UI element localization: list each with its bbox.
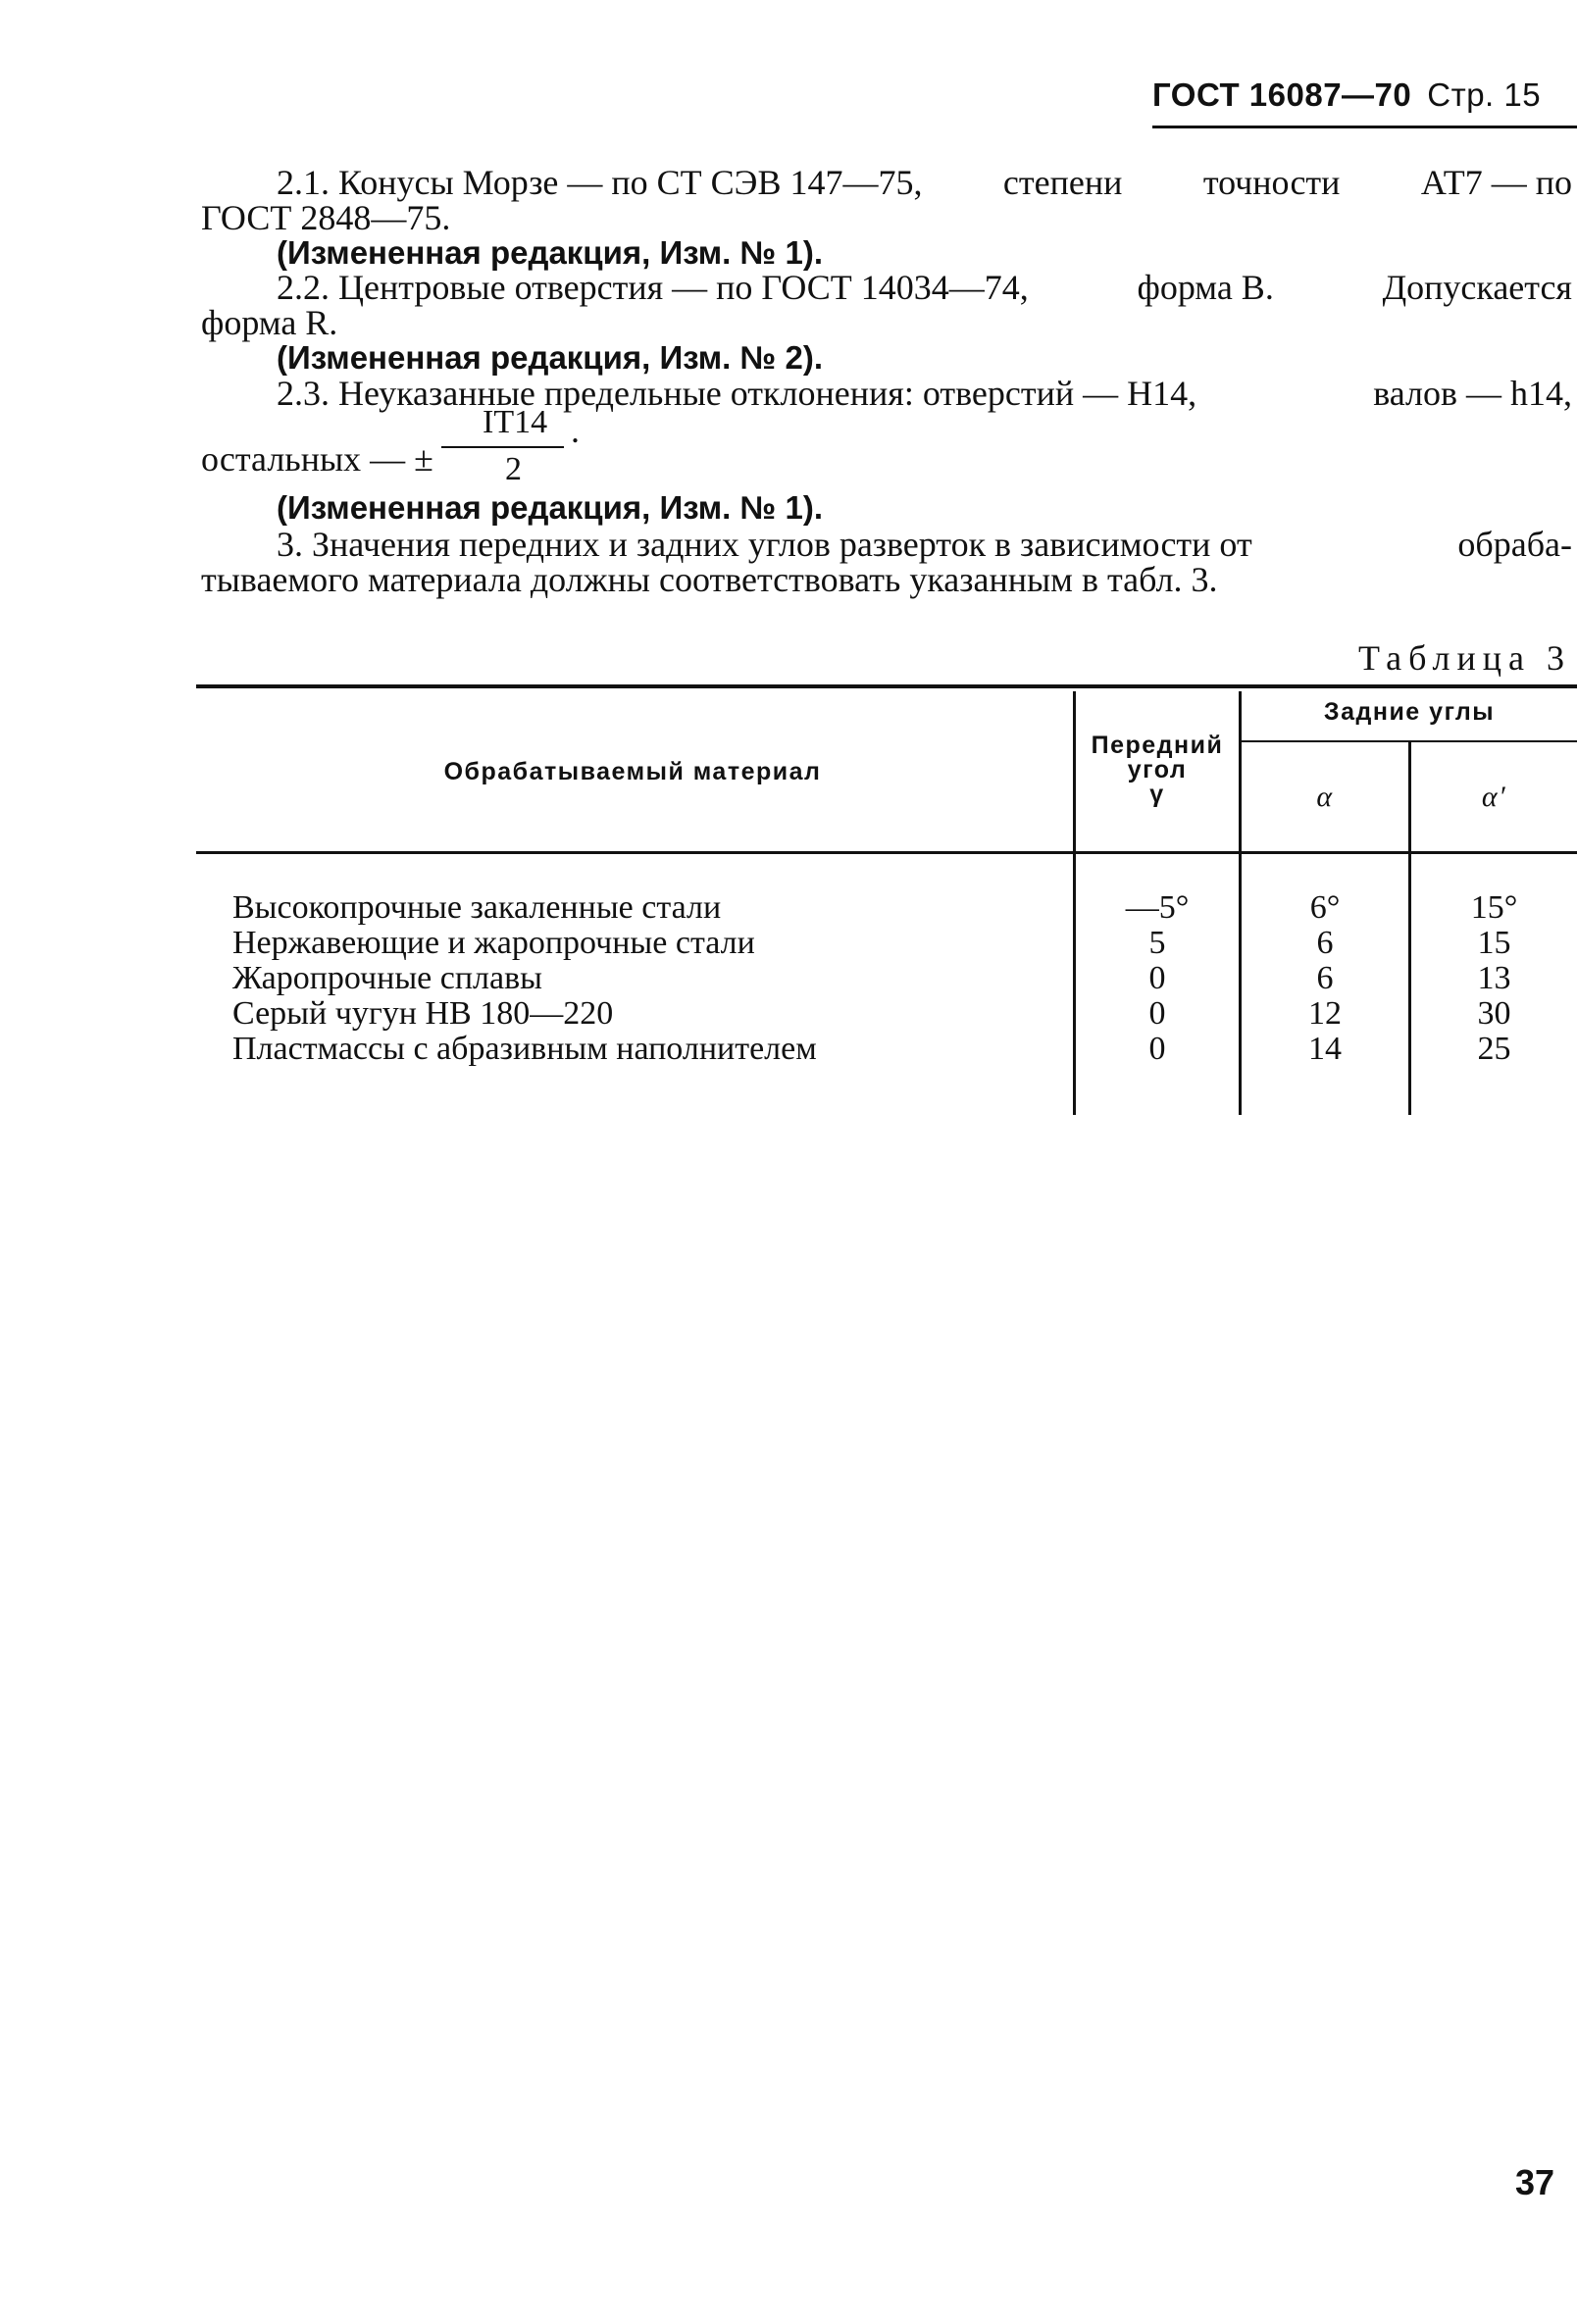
paragraph-3-line2: тываемого материала должны соответствовать указанным в табл. 3. bbox=[201, 560, 1218, 599]
paragraph-2-3-line2: остальных — ± bbox=[201, 439, 433, 479]
cell-gamma: 5 bbox=[1148, 925, 1166, 961]
paragraph-3-line1: 3. Значения передних и задних углов разверток в зависимости от обраба- bbox=[277, 525, 1572, 564]
fraction-numerator: IT14 bbox=[483, 404, 548, 440]
cell-gamma: —5° bbox=[1125, 889, 1190, 926]
table-top-rule bbox=[196, 684, 1577, 688]
column-header-material: Обрабатываемый материал bbox=[443, 758, 822, 785]
cell-material: Нержавеющие и жаропрочные стали bbox=[232, 925, 755, 961]
amendment-note-3: (Измененная редакция, Изм. № 1). bbox=[277, 489, 823, 526]
page-label: Стр. 15 bbox=[1427, 76, 1542, 113]
cell-alpha-prime: 13 bbox=[1477, 960, 1511, 996]
paragraph-2-3-line1: 2.3. Неуказанные предельные отклонения: отверстий — Н14, валов — h14, bbox=[277, 374, 1572, 413]
table-header-rule bbox=[196, 851, 1577, 854]
column-header-front-angle: Передний угол γ bbox=[1091, 732, 1224, 808]
cell-alpha-prime: 25 bbox=[1477, 1031, 1511, 1067]
cell-gamma: 0 bbox=[1148, 960, 1166, 996]
fraction-denominator: 2 bbox=[505, 451, 522, 487]
column-header-alpha: α bbox=[1316, 781, 1334, 813]
cell-alpha: 6° bbox=[1309, 889, 1341, 926]
cell-alpha-prime: 15° bbox=[1470, 889, 1518, 926]
header-rule bbox=[1152, 126, 1577, 128]
cell-alpha: 12 bbox=[1308, 995, 1342, 1032]
table-caption: Таблица 3 bbox=[1358, 638, 1571, 678]
cell-alpha: 6 bbox=[1316, 925, 1334, 961]
cell-alpha-prime: 15 bbox=[1477, 925, 1511, 961]
paragraph-2-2-line1: 2.2. Центровые отверстия — по ГОСТ 14034—74, форма В. Допускается bbox=[277, 268, 1572, 307]
amendment-note-2: (Измененная редакция, Изм. № 2). bbox=[277, 339, 823, 376]
cell-material: Пластмассы с абразивным наполнителем bbox=[232, 1031, 817, 1067]
fraction-bar bbox=[441, 446, 564, 448]
amendment-note-1: (Измененная редакция, Изм. № 1). bbox=[277, 234, 823, 271]
cell-alpha: 6 bbox=[1316, 960, 1334, 996]
paragraph-2-1-line1: 2.1. Конусы Морзе — по СТ СЭВ 147—75, степени точности АТ7 — по bbox=[277, 163, 1572, 202]
page-number: 37 bbox=[1515, 2162, 1555, 2202]
cell-material: Высокопрочные закаленные стали bbox=[232, 889, 722, 926]
paragraph-2-2-line2: форма R. bbox=[201, 303, 338, 342]
paragraph-2-1-line2: ГОСТ 2848—75. bbox=[201, 198, 451, 237]
cell-alpha: 14 bbox=[1308, 1031, 1342, 1067]
cell-gamma: 0 bbox=[1148, 1031, 1166, 1067]
cell-gamma: 0 bbox=[1148, 995, 1166, 1032]
running-header bbox=[1152, 76, 1577, 114]
cell-alpha-prime: 30 bbox=[1477, 995, 1511, 1032]
column-header-alpha-prime: α′ bbox=[1481, 781, 1507, 813]
cell-material: Серый чугун НВ 180—220 bbox=[232, 995, 614, 1032]
fraction-period: . bbox=[571, 411, 580, 450]
cell-material: Жаропрочные сплавы bbox=[232, 960, 542, 996]
standard-number: ГОСТ 16087—70 bbox=[1152, 76, 1412, 113]
column-header-back-angles: Задние углы bbox=[1323, 698, 1496, 726]
